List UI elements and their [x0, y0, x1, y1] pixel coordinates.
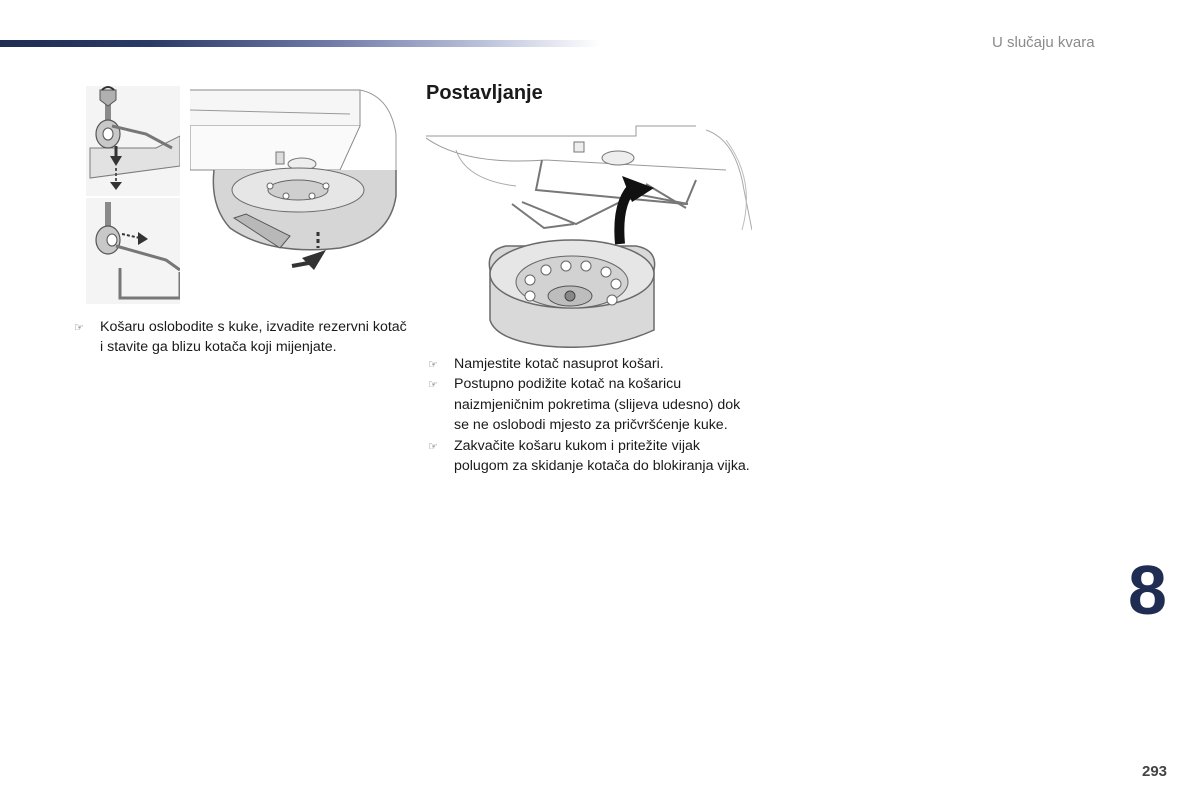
section-title: U slučaju kvara: [992, 34, 1095, 51]
pointing-hand-icon: ☞: [428, 359, 438, 371]
pointing-hand-icon: ☞: [428, 379, 438, 392]
pointing-hand-icon: ☞: [74, 322, 84, 334]
hook-release-illustration-bottom: [86, 198, 180, 304]
header-accent-bar: [0, 40, 600, 47]
list-item-text: Zakvačite košaru kukom i pritežite vijak polugom za skidanje kotača do blokiranja vijka.: [454, 437, 750, 475]
right-instruction-list: [426, 354, 756, 476]
page-number: 293: [1142, 763, 1168, 780]
list-item: [426, 374, 756, 435]
spare-wheel-basket-illustration: [190, 86, 400, 286]
spare-wheel-installation-illustration: [426, 120, 752, 348]
pointing-hand-icon: ☞: [428, 440, 438, 453]
list-item: [72, 317, 412, 358]
list-item-text: Namjestite kotač nasuprot košari.: [454, 356, 664, 372]
section-heading: Postavljanje: [426, 82, 543, 104]
list-item-text: Postupno podižite kotač na košaricu naizmjeničnim pokretima (slijeva udesno) dok se ne oslobodi mjesto za pričvršćenje kuke.: [454, 376, 741, 434]
list-item: [426, 354, 756, 374]
left-instruction-list: [72, 317, 412, 358]
list-item: [426, 436, 756, 477]
list-item-text: Košaru oslobodite s kuke, izvadite rezervni kotač i stavite ga blizu kotača koji mijenjate.: [100, 319, 407, 356]
hook-release-illustration-top: [86, 86, 180, 196]
chapter-number: 8: [1128, 551, 1167, 629]
